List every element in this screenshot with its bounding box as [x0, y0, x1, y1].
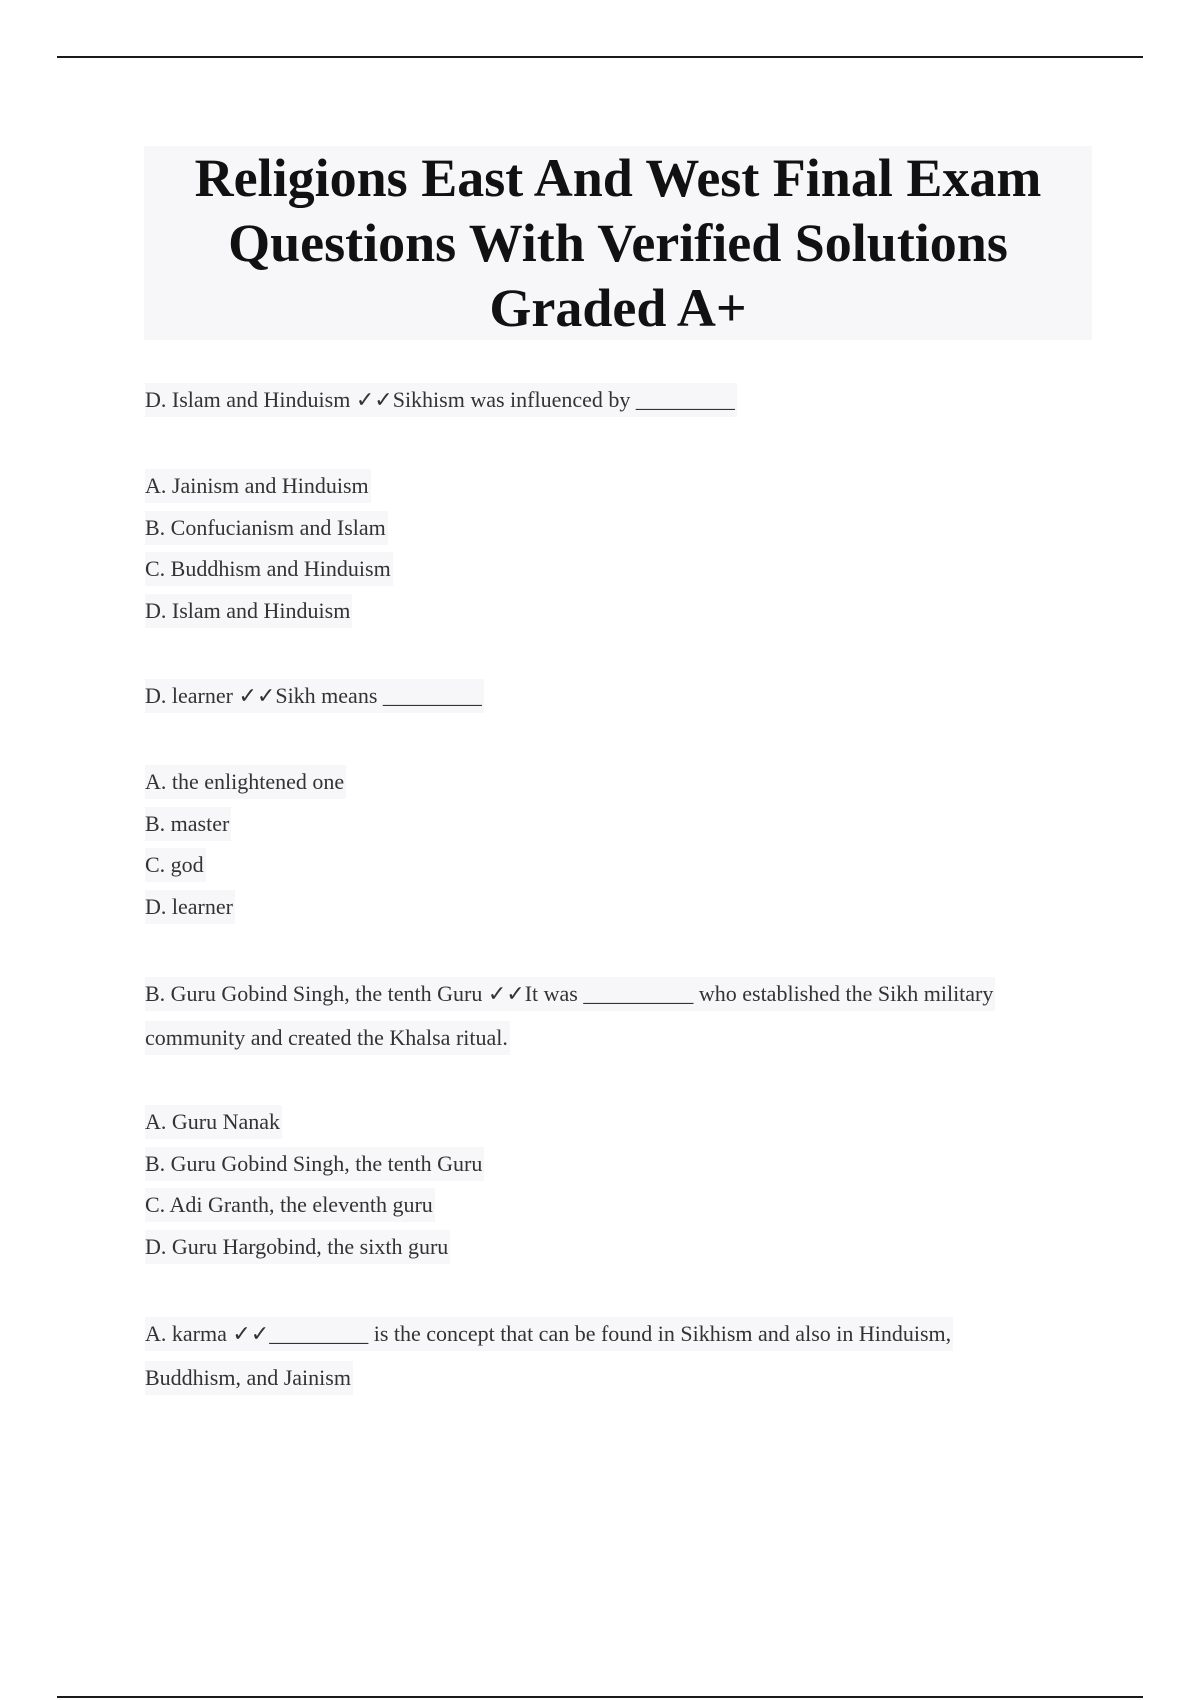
option-item: C. Buddhism and Hinduism: [145, 548, 1075, 590]
header-rule: [57, 56, 1143, 58]
option-item: A. Jainism and Hinduism: [145, 465, 1075, 507]
question-3: [145, 972, 1075, 1060]
option-item: D. Islam and Hinduism: [145, 590, 1075, 632]
question-4: [145, 1312, 1075, 1400]
document-title: [144, 146, 1092, 340]
title-line-1: Religions East And West Final Exam: [194, 148, 1042, 208]
question-1: [145, 380, 1075, 420]
option-item: C. Adi Granth, the eleventh guru: [145, 1184, 1075, 1226]
question-3-text-after: who established the Sikh military: [698, 981, 994, 1006]
question-4-prompt: [145, 1317, 953, 1351]
question-2-options: [145, 761, 1075, 927]
option-item: D. Guru Hargobind, the sixth guru: [145, 1226, 1075, 1268]
question-1-answer: D. Islam and Hinduism: [145, 387, 351, 412]
option-item: B. Confucianism and Islam: [145, 507, 1075, 549]
question-2-blank: _________: [382, 683, 482, 708]
option-item: A. the enlightened one: [145, 761, 1075, 803]
checkmark-icon: ✓✓: [238, 683, 276, 708]
option-item: B. master: [145, 803, 1075, 845]
question-3-options: [145, 1101, 1075, 1267]
question-4-blank: _________: [269, 1321, 369, 1346]
option-item: B. Guru Gobind Singh, the tenth Guru: [145, 1143, 1075, 1185]
title-line-3: Graded A+: [489, 278, 747, 338]
option-item: A. Guru Nanak: [145, 1101, 1075, 1143]
question-4-text-after: is the concept that can be found in Sikhism and also in Hinduism,: [373, 1321, 952, 1346]
question-1-prompt: [145, 383, 737, 417]
question-1-text: Sikhism was influenced by: [392, 387, 631, 412]
question-3-text: It was: [524, 981, 578, 1006]
question-3-blank: __________: [583, 981, 694, 1006]
question-2-answer: D. learner: [145, 683, 233, 708]
question-1-options: [145, 465, 1075, 631]
question-4-answer: A. karma: [145, 1321, 227, 1346]
footer-rule: [57, 1696, 1143, 1698]
question-4-continuation: Buddhism, and Jainism: [145, 1361, 353, 1395]
question-2-prompt: [145, 679, 484, 713]
checkmark-icon: ✓✓: [355, 387, 393, 412]
question-3-continuation: community and created the Khalsa ritual.: [145, 1021, 510, 1055]
question-3-answer: B. Guru Gobind Singh, the tenth Guru: [145, 981, 483, 1006]
option-item: D. learner: [145, 886, 1075, 928]
question-1-blank: _________: [635, 387, 735, 412]
title-line-2: Questions With Verified Solutions: [228, 213, 1008, 273]
question-2: [145, 676, 1075, 716]
question-2-text: Sikh means: [275, 683, 378, 708]
option-item: C. god: [145, 844, 1075, 886]
question-3-prompt: [145, 977, 995, 1011]
checkmark-icon: ✓✓: [232, 1321, 270, 1346]
checkmark-icon: ✓✓: [487, 981, 525, 1006]
question-list: [145, 380, 1075, 1400]
